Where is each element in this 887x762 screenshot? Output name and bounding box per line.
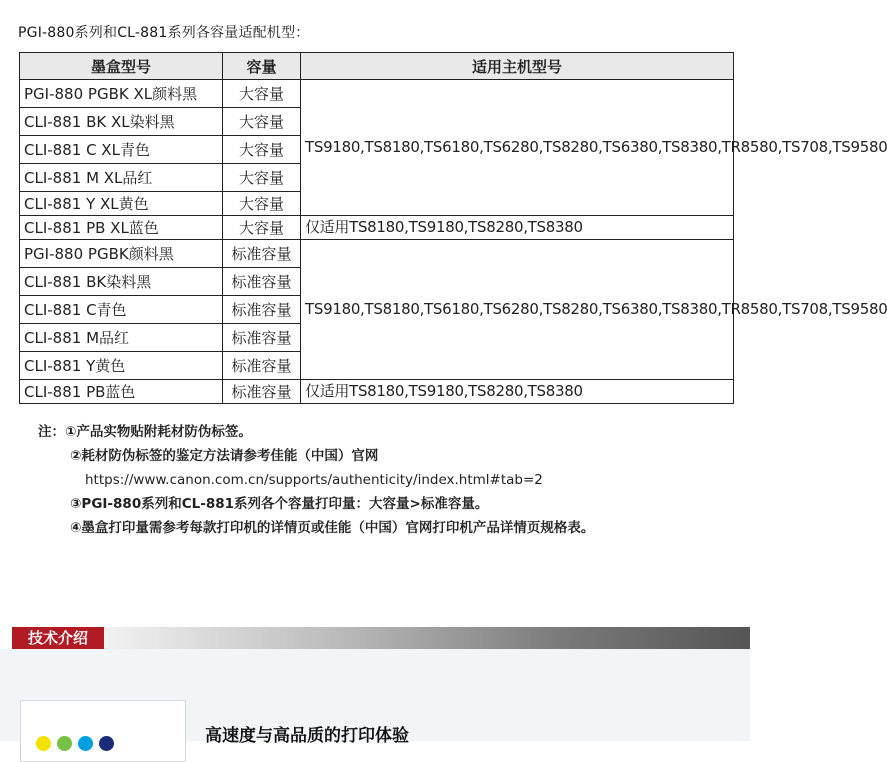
- capacity-cell: 大容量: [223, 136, 301, 164]
- notes-block: [38, 420, 594, 540]
- section-subtitle: 高速度与高品质的打印体验: [205, 726, 409, 746]
- section-tag: 技术介绍: [12, 627, 104, 649]
- header-cartridge-model: 墨盒型号: [20, 53, 223, 80]
- note-1: 注：①产品实物贴附耗材防伪标签。: [38, 424, 252, 440]
- capacity-cell: 大容量: [223, 108, 301, 136]
- table-heading: PGI-880系列和CL-881系列各容量适配机型：: [18, 25, 310, 41]
- cartridge-model-cell: CLI-881 PB XL蓝色: [20, 216, 223, 240]
- cartridge-model-cell: CLI-881 M品红: [20, 324, 223, 352]
- cartridge-compat-table: [19, 52, 887, 404]
- capacity-cell: 标准容量: [223, 296, 301, 324]
- compat-cell-std-pb: 仅适用TS8180,TS9180,TS8280,TS8380: [301, 380, 734, 404]
- header-compatible-printers: 适用主机型号: [301, 53, 734, 80]
- cartridge-model-cell: CLI-881 BK XL染料黑: [20, 108, 223, 136]
- compat-cell-xl: TS9180,TS8180,TS6180,TS6280,TS8280,TS6380,TS8380,TR8580,TS708,TS9580: [301, 80, 734, 216]
- compat-cell-std: TS9180,TS8180,TS6180,TS6280,TS8280,TS6380,TS8380,TR8580,TS708,TS9580: [301, 240, 734, 380]
- capacity-cell: 大容量: [223, 216, 301, 240]
- ink-product-image: [20, 700, 186, 762]
- cartridge-model-cell: CLI-881 Y黄色: [20, 352, 223, 380]
- header-capacity: 容量: [223, 53, 301, 80]
- cartridge-model-cell: PGI-880 PGBK XL颜料黑: [20, 80, 223, 108]
- capacity-cell: 大容量: [223, 80, 301, 108]
- yellow-ink-dot-icon: [36, 736, 51, 751]
- note-4: ④墨盒打印量需参考每款打印机的详情页或佳能（中国）官网打印机产品详情页规格表。: [70, 520, 595, 536]
- table-row: [20, 216, 734, 240]
- note-2: ②耗材防伪标签的鉴定方法请参考佳能（中国）官网: [70, 448, 379, 464]
- cartridge-model-cell: CLI-881 BK染料黑: [20, 268, 223, 296]
- cartridge-model-cell: CLI-881 PB蓝色: [20, 380, 223, 404]
- authenticity-url: https://www.canon.com.cn/supports/authenticity/index.html#tab=2: [85, 472, 543, 488]
- cartridge-model-cell: PGI-880 PGBK颜料黑: [20, 240, 223, 268]
- cartridge-model-cell: CLI-881 C青色: [20, 296, 223, 324]
- capacity-cell: 标准容量: [223, 352, 301, 380]
- cartridge-model-cell: CLI-881 C XL青色: [20, 136, 223, 164]
- capacity-cell: 标准容量: [223, 240, 301, 268]
- capacity-cell: 标准容量: [223, 324, 301, 352]
- capacity-cell: 大容量: [223, 164, 301, 192]
- table-header-row: [20, 53, 734, 80]
- cartridge-model-cell: CLI-881 Y XL黄色: [20, 192, 223, 216]
- capacity-cell: 标准容量: [223, 268, 301, 296]
- compat-cell-xl-pb: 仅适用TS8180,TS9180,TS8280,TS8380: [301, 216, 734, 240]
- cyan-ink-dot-icon: [78, 736, 93, 751]
- table-row: [20, 380, 734, 404]
- navy-ink-dot-icon: [99, 736, 114, 751]
- note-3: ③PGI-880系列和CL-881系列各个容量打印量：大容量>标准容量。: [70, 496, 489, 512]
- green-ink-dot-icon: [57, 736, 72, 751]
- capacity-cell: 标准容量: [223, 380, 301, 404]
- capacity-cell: 大容量: [223, 192, 301, 216]
- section-divider-bar: [0, 627, 750, 649]
- table-row: [20, 80, 734, 108]
- cartridge-model-cell: CLI-881 M XL品红: [20, 164, 223, 192]
- table-row: [20, 240, 734, 268]
